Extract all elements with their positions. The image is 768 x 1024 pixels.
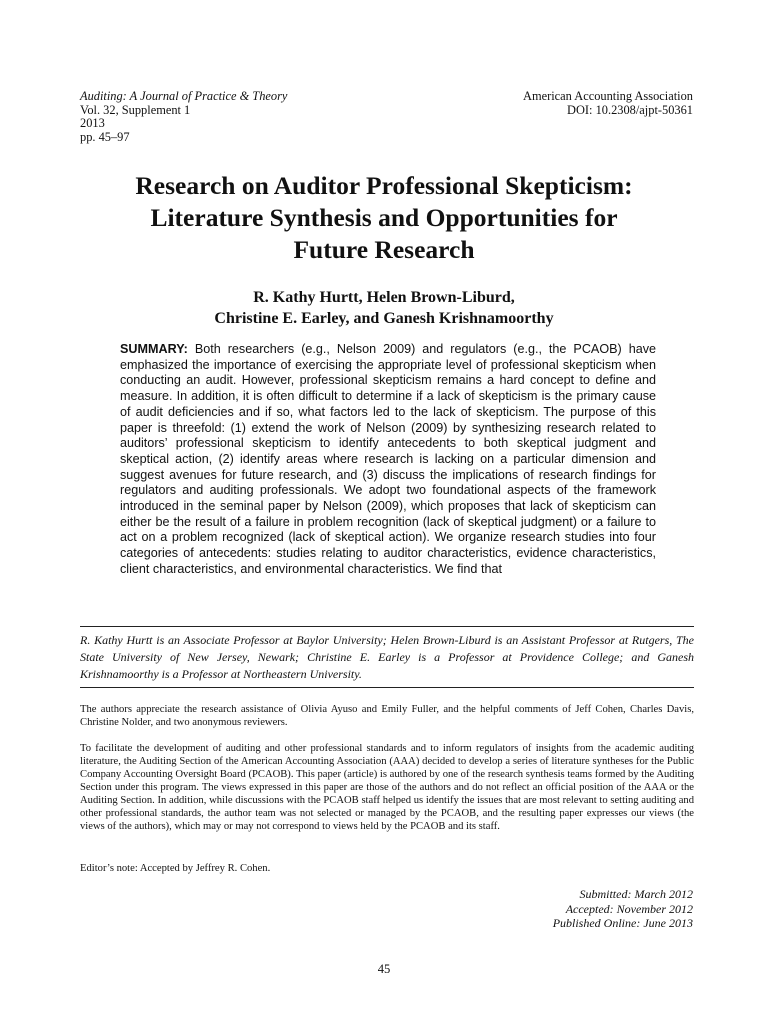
doi: DOI: 10.2308/ajpt-50361 <box>567 102 693 117</box>
footnote-rule-bottom <box>80 687 694 688</box>
author-list <box>70 287 698 329</box>
journal-name: Auditing: A Journal of Practice & Theory <box>80 89 288 103</box>
publisher-name: American Accounting Association <box>523 89 693 103</box>
paper-title <box>70 170 698 266</box>
journal-year: 2013 <box>80 116 105 130</box>
abstract-text: Both researchers (e.g., Nelson 2009) and regulators (e.g., the PCAOB) have emphasized the importance of exercising the appropriate level of professional skepticism when conducting an audit. However, professional skepticism remains a hard concept to define and measure. In addition, it is often difficult to determine if a lack of skepticism is the primary cause of audit deficiencies and if so, what factors led to the lack of skepticism. The purpose of this paper is threefold: (1) extend the work of Nelson (2009) by synthesizing research related to auditors’ professional skepticism to identify antecedents to both skeptical judgment and skeptical action, (2) identify areas where research is lacking on a particular dimension and suggest avenues for future research, and (3) discuss the implications of research findings for regulators and auditing professionals. We adopt two foundational aspects of the framework introduced in the seminal paper by Nelson (2009), which proposes that lack of skepticism can either be the result of a failure in problem recognition (lack of skeptical judgment) or a failure to act on a problem recognized (lack of skeptical action). We organize research studies into four categories of antecedents: studies relating to auditor characteristics, evidence characteristics, client characteristics, and environmental characteristics. We find that <box>120 342 656 576</box>
publisher-info <box>373 90 693 117</box>
authors-line-1: R. Kathy Hurtt, Helen Brown-Liburd, <box>253 289 515 306</box>
author-affiliations: R. Kathy Hurtt is an Associate Professor at Baylor University; Helen Brown-Liburd is an Assistant Professor at Rutgers, The State University of New Jersey, Newark; Christine E. Earley is a Professor at Providence College; and Ganesh Krishnamoorthy is a Professor at Northeastern University. <box>80 633 694 681</box>
journal-pages: pp. 45–97 <box>80 129 130 144</box>
abstract-label: SUMMARY: <box>120 342 188 356</box>
editor-note: Editor’s note: Accepted by Jeffrey R. Cohen. <box>80 863 271 874</box>
publication-dates <box>393 887 693 931</box>
journal-volume: Vol. 32, Supplement 1 <box>80 102 191 117</box>
title-line-3: Future Research <box>293 235 475 264</box>
disclaimer: To facilitate the development of auditing and other professional standards and to inform regulators of insights from the academic auditing literature, the Auditing Section of the American Accounting Association (AAA) decided to develop a series of literature syntheses for the Public Company Accounting Oversight Board (PCAOB). This paper (article) is authored by one of the research synthesis teams formed by the Auditing Section under this program. The views expressed in this paper are those of the authors and do not reflect an official position of the AAA or the Auditing Section. In addition, while discussions with the PCAOB staff helped us identify the issues that are most relevant to setting auditing and other professional standards, the author team was not selected or managed by the PCAOB, and the resulting paper expresses our views (the views of the authors), which may or may not correspond to views held by the PCAOB and its staff. <box>80 743 694 832</box>
title-line-1: Research on Auditor Professional Skepticism: <box>135 171 633 200</box>
authors-line-2: Christine E. Earley, and Ganesh Krishnamoorthy <box>214 310 554 327</box>
submitted-date: Submitted: March 2012 <box>579 887 693 901</box>
page-number: 45 <box>377 962 391 976</box>
published-date: Published Online: June 2013 <box>552 916 693 930</box>
abstract <box>120 342 656 578</box>
accepted-date: Accepted: November 2012 <box>565 901 693 916</box>
acknowledgments: The authors appreciate the research assistance of Olivia Ayuso and Emily Fuller, and the helpful comments of Jeff Cohen, Charles Davis, Christine Nolder, and two anonymous reviewers. <box>80 704 694 728</box>
footnote-rule-top <box>80 626 694 627</box>
title-line-2: Literature Synthesis and Opportunities for <box>150 203 618 232</box>
journal-info <box>80 90 400 144</box>
